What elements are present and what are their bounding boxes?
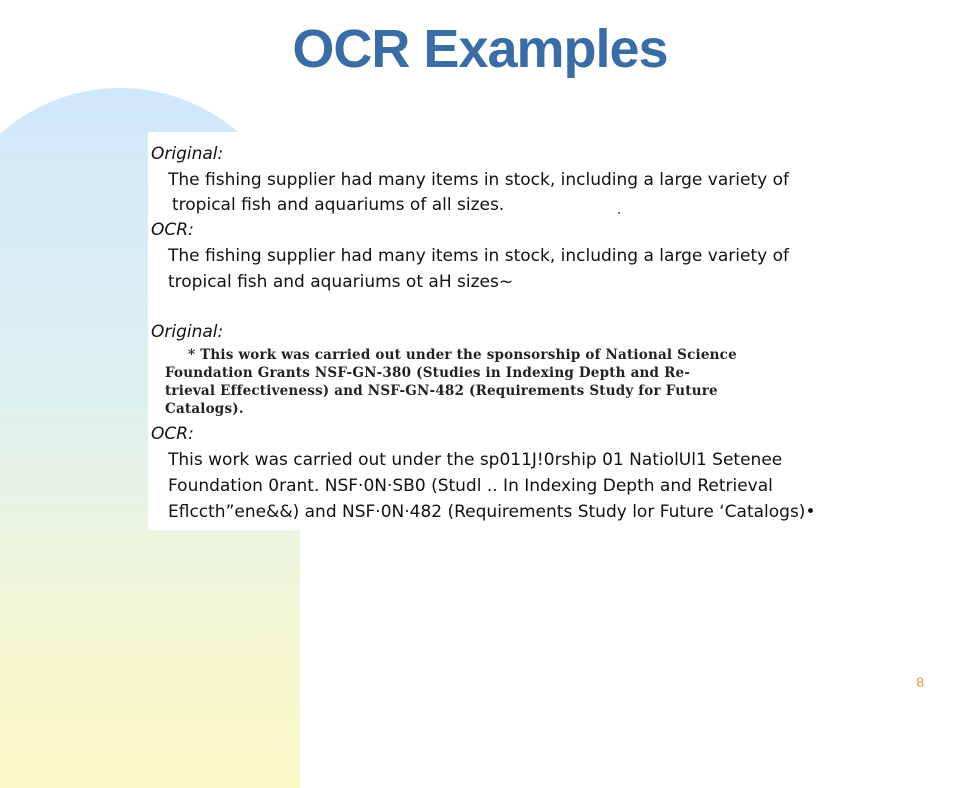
ocr-examples-image [148,132,828,530]
example1-ocr-line-2: tropical fish and aquariums ot aH sizes~ [168,272,514,292]
example1-ocr-line-1: The fishing supplier had many items in stock, including a large variety of [168,246,789,266]
example1-original-label: Original: [151,144,224,164]
slide-title: OCR Examples [292,19,668,79]
slide-number: 8 [916,674,924,690]
example1-original-line-2: tropical fish and aquariums of all sizes. [172,195,505,215]
example2-original-line-4: Catalogs). [165,401,244,417]
example1-original-line-1: The fishing supplier had many items in stock, including a large variety of [168,170,789,190]
example2-ocr-line-2: Foundation 0rant. NSF·0N·SB0 (Studl .. In Indexing Depth and Retrieval [168,476,773,496]
example2-original-label: Original: [151,322,224,342]
example2-original-line-2: Foundation Grants NSF-GN-380 (Studies in Indexing Depth and Re- [165,365,691,381]
example2-ocr-line-3: Eflccth”ene&&) and NSF·0N·482 (Requirements Study lor Future ‘Catalogs)• [168,502,816,522]
example2-original-line-1: * This work was carried out under the sponsorship of National Science [188,347,737,363]
example1-ocr-label: OCR: [151,220,194,240]
example2-ocr-line-1: This work was carried out under the sp011J!0rship 01 NatiolUl1 Setenee [168,450,783,470]
example2-ocr-label: OCR: [151,424,194,444]
example2-original-line-3: trieval Effectiveness) and NSF-GN-482 (Requirements Study for Future [165,383,718,399]
scan-speck [618,212,620,214]
